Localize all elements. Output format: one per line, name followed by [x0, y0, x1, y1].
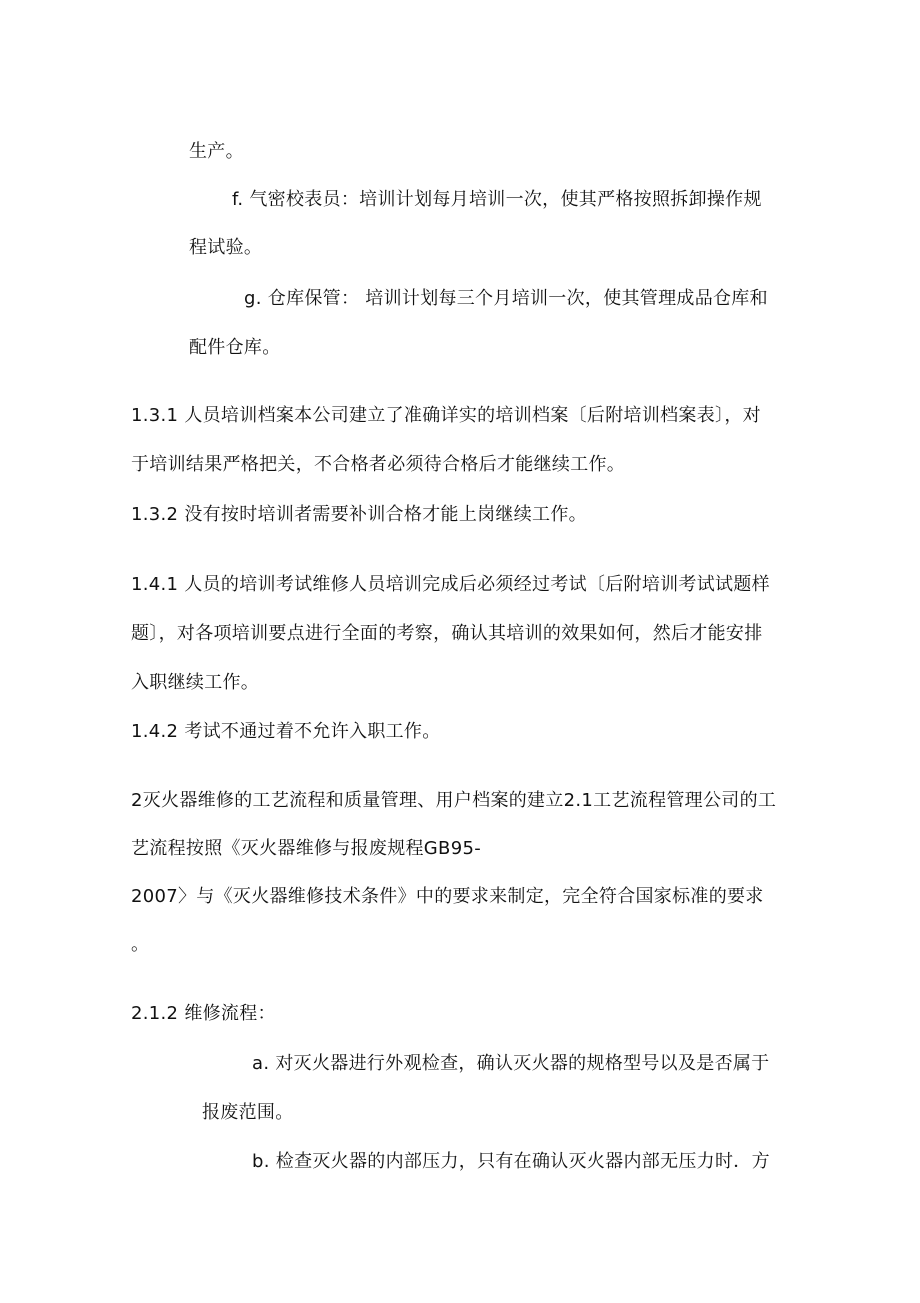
text-line: 。: [131, 934, 150, 955]
text-line: 报废范围。: [202, 1102, 294, 1123]
text-line: a. 对灭火器进行外观检查，确认灭火器的规格型号以及是否属于: [252, 1053, 770, 1074]
text-line: f. 气密校表员：培训计划每月培训一次，使其严格按照拆卸操作规: [232, 189, 762, 210]
text-line: 入职继续工作。: [131, 672, 260, 693]
text-line: g. 仓库保管： 培训计划每三个月培训一次，使其管理成品仓库和: [244, 288, 768, 309]
text-line: 2007〉与《灭火器维修技术条件》中的要求来制定，完全符合国家标准的要求: [131, 886, 764, 907]
text-line: 于培训结果严格把关，不合格者必须待合格后才能继续工作。: [131, 454, 626, 475]
text-line: 1.3.1 人员培训档案本公司建立了准确详实的培训档案〔后附培训档案表〕，对: [131, 405, 761, 426]
text-line: 1.3.2 没有按时培训者需要补训合格才能上岗继续工作。: [131, 504, 587, 525]
text-line: 配件仓库。: [189, 337, 281, 358]
text-line: 程试验。: [189, 237, 263, 258]
text-line: 1.4.1 人员的培训考试维修人员培训完成后必须经过考试〔后附培训考试试题样: [131, 574, 770, 595]
text-line: 1.4.2 考试不通过着不允许入职工作。: [131, 721, 441, 742]
text-line: 生产。: [189, 141, 244, 162]
text-line: 2.1.2 维修流程：: [131, 1003, 276, 1024]
text-line: b. 检查灭火器的内部压力，只有在确认灭火器内部无压力时．方: [252, 1151, 770, 1172]
text-line: 艺流程按照《灭火器维修与报废规程GB95-: [131, 838, 481, 859]
text-line: 题〕，对各项培训要点进行全面的考察，确认其培训的效果如何，然后才能安排: [131, 623, 763, 644]
text-line: 2灭火器维修的工艺流程和质量管理、用户档案的建立2.1工艺流程管理公司的工: [131, 790, 777, 811]
